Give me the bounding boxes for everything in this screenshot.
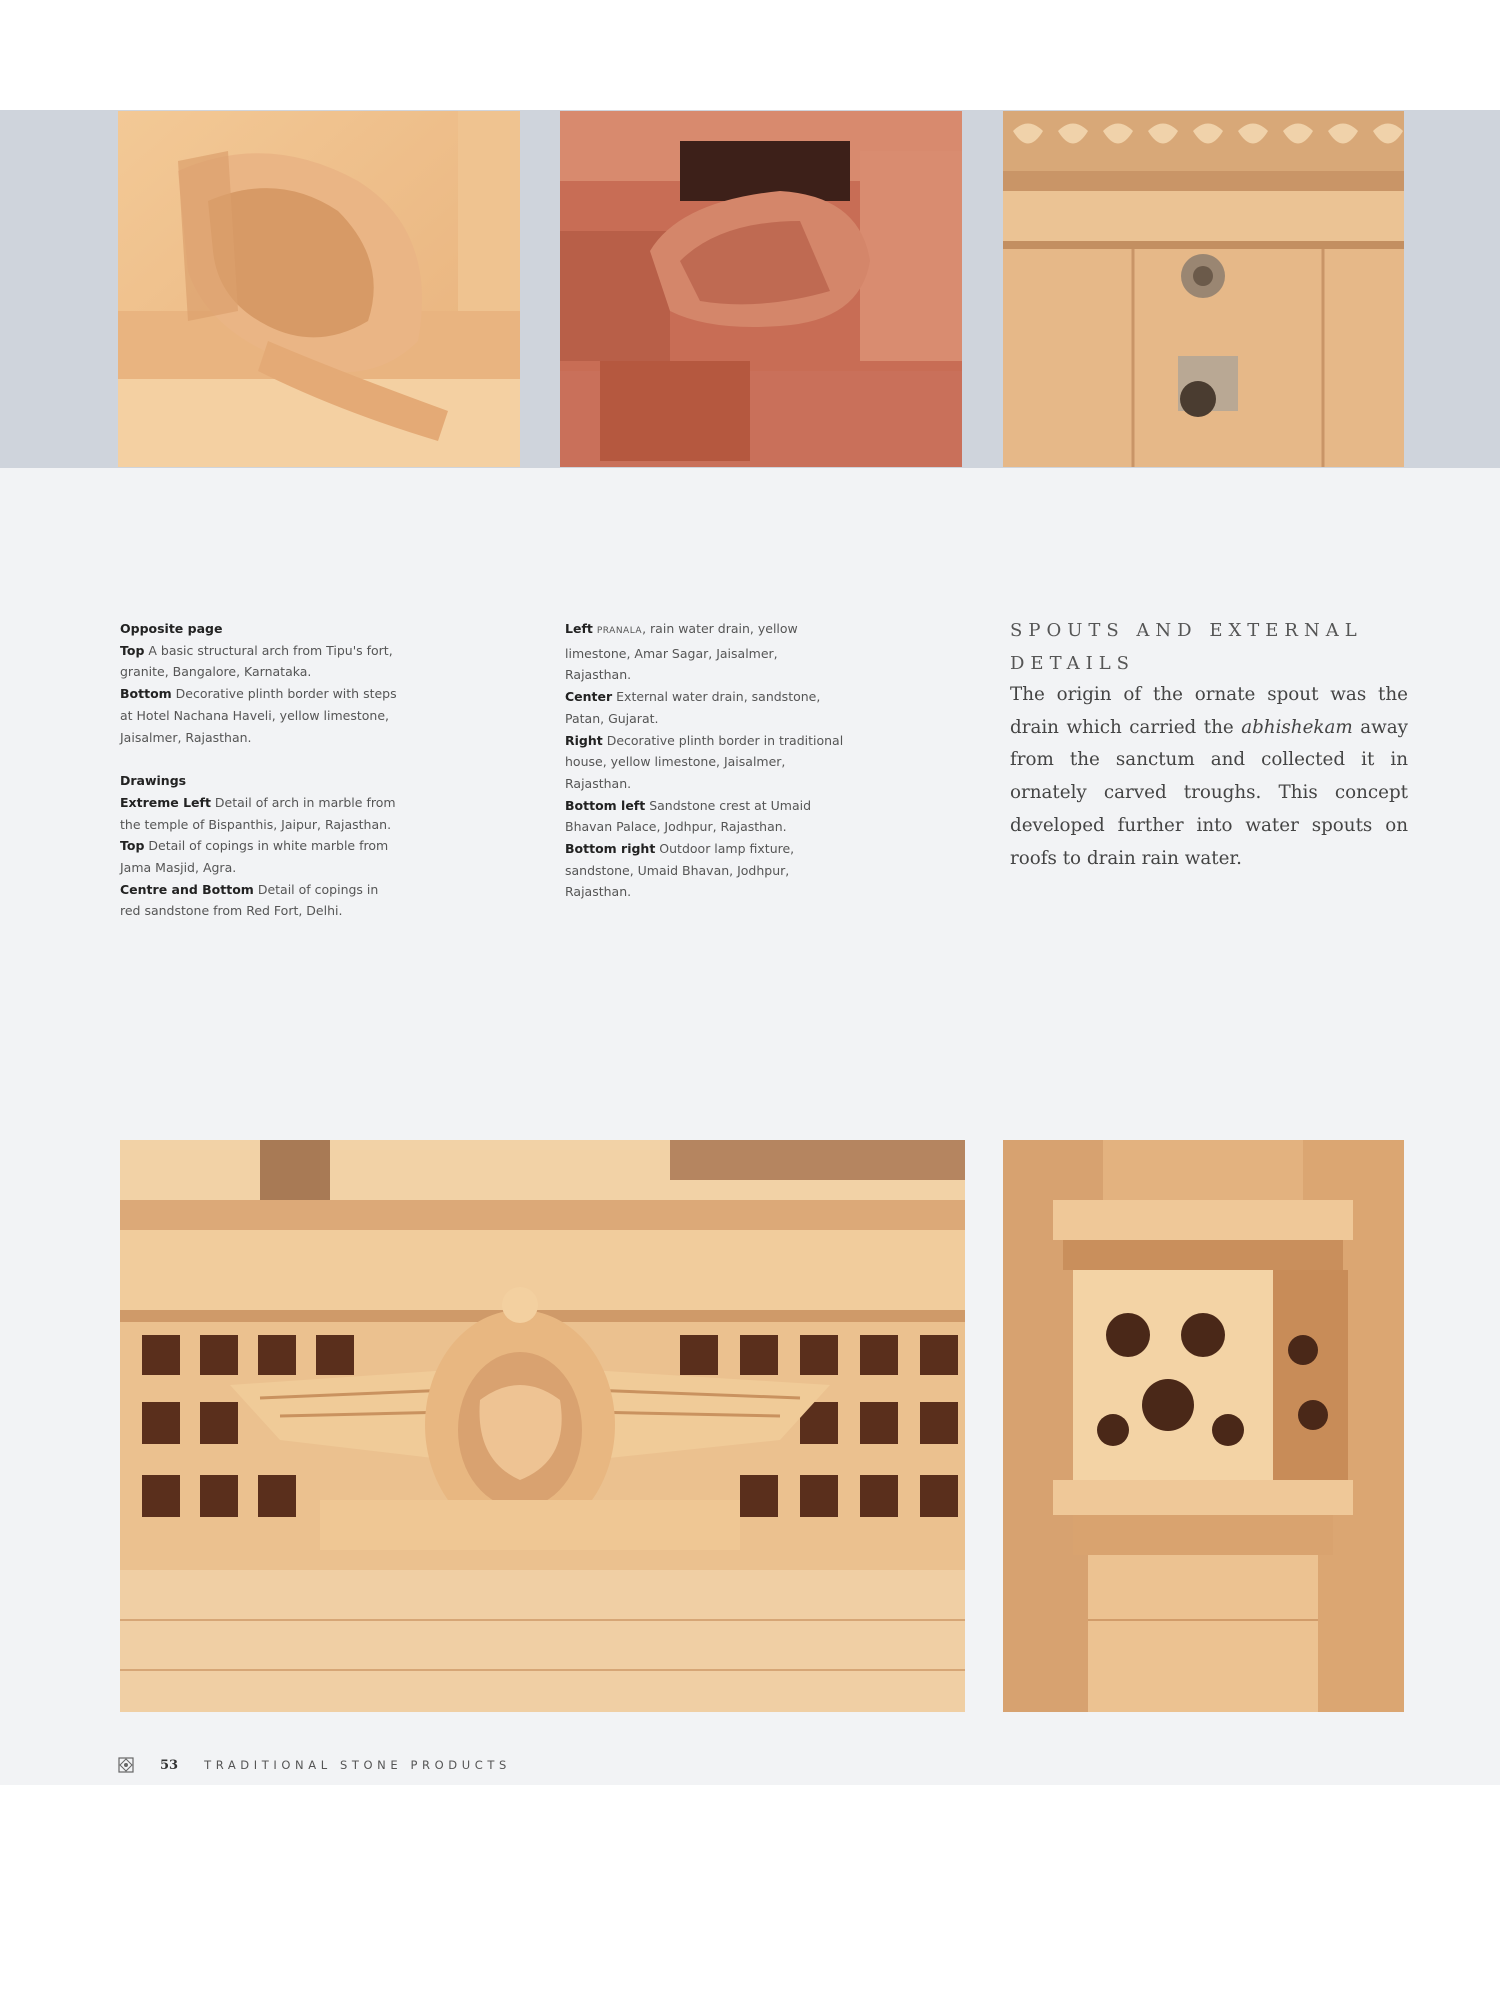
- caption-left-column: [120, 618, 400, 922]
- article-body: [1010, 679, 1408, 875]
- caption-text-bottom: Decorative plinth border with steps at Hotel Nachana Haveli, yellow limestone, Jaisalmer, Rajasthan.: [120, 686, 397, 745]
- photo-sandstone-lamp-fixture: [1003, 1140, 1404, 1712]
- caption-text-center: External water drain, sandstone, Patan, Gujarat.: [565, 689, 821, 726]
- caption-text-left: , rain water drain, yellow limestone, Amar Sagar, Jaisalmer, Rajasthan.: [565, 621, 798, 683]
- caption-label-extreme-left: Extreme Left: [120, 794, 211, 810]
- caption-text-extreme-left: Detail of arch in marble from the temple of Bispanthis, Jaipur, Rajasthan.: [120, 794, 396, 832]
- article-body-before: The origin of the ornate spout was the drain which carried the: [1010, 684, 1408, 738]
- caption-heading-drawings: Drawings: [120, 773, 187, 789]
- article-heading: SPOUTS AND EXTERNAL DETAILS: [1010, 620, 1363, 674]
- caption-heading-opposite-page: Opposite page: [120, 621, 223, 636]
- caption-text-top: A basic structural arch from Tipu's fort, granite, Bangalore, Karnataka.: [120, 642, 393, 680]
- caption-text-drawings-top: Detail of copings in white marble from Jama Masjid, Agra.: [120, 838, 389, 876]
- square-ornament-icon: [118, 1757, 134, 1773]
- caption-label-right: Right: [565, 732, 603, 748]
- photo-sandstone-crest-winged-wreath: [120, 1140, 965, 1712]
- page-footer: [118, 1755, 511, 1775]
- caption-label-top: Top: [120, 642, 145, 658]
- page-number: 53: [160, 1757, 179, 1773]
- caption-label-centre-bottom: Centre and Bottom: [120, 881, 254, 897]
- caption-label-center: Center: [565, 689, 613, 705]
- caption-text-right: Decorative plinth border in traditional house, yellow limestone, Jaisalmer, Rajasthan.: [565, 732, 844, 791]
- photo-stone-spout-carved-creature: [118, 111, 520, 467]
- caption-label-bottom-left: Bottom left: [565, 797, 646, 813]
- caption-label-drawings-top: Top: [120, 838, 145, 854]
- caption-text-centre-bottom: Detail of copings in red sandstone from Red Fort, Delhi.: [120, 881, 379, 919]
- caption-middle-column: [565, 618, 845, 903]
- caption-term-pranala: PRANALA: [596, 626, 643, 636]
- caption-text-bottom-right: Outdoor lamp fixture, sandstone, Umaid Bhavan, Jodhpur, Rajasthan.: [565, 841, 795, 900]
- caption-label-left: Left: [565, 621, 593, 636]
- book-title: TRADITIONAL STONE PRODUCTS: [204, 1758, 511, 1772]
- photo-yellow-limestone-wall-spout: [1003, 111, 1404, 467]
- photo-red-sandstone-spout: [560, 111, 962, 467]
- caption-label-bottom: Bottom: [120, 686, 172, 702]
- caption-text-bottom-left: Sandstone crest at Umaid Bhavan Palace, Jodhpur, Rajasthan.: [565, 797, 812, 835]
- article-body-after: away from the sanctum and collected it in ornately carved troughs. This concept developed further into water spouts on roofs to drain rain water.: [1010, 716, 1408, 869]
- caption-label-bottom-right: Bottom right: [565, 841, 656, 857]
- article-body-term: abhishekam: [1241, 716, 1353, 738]
